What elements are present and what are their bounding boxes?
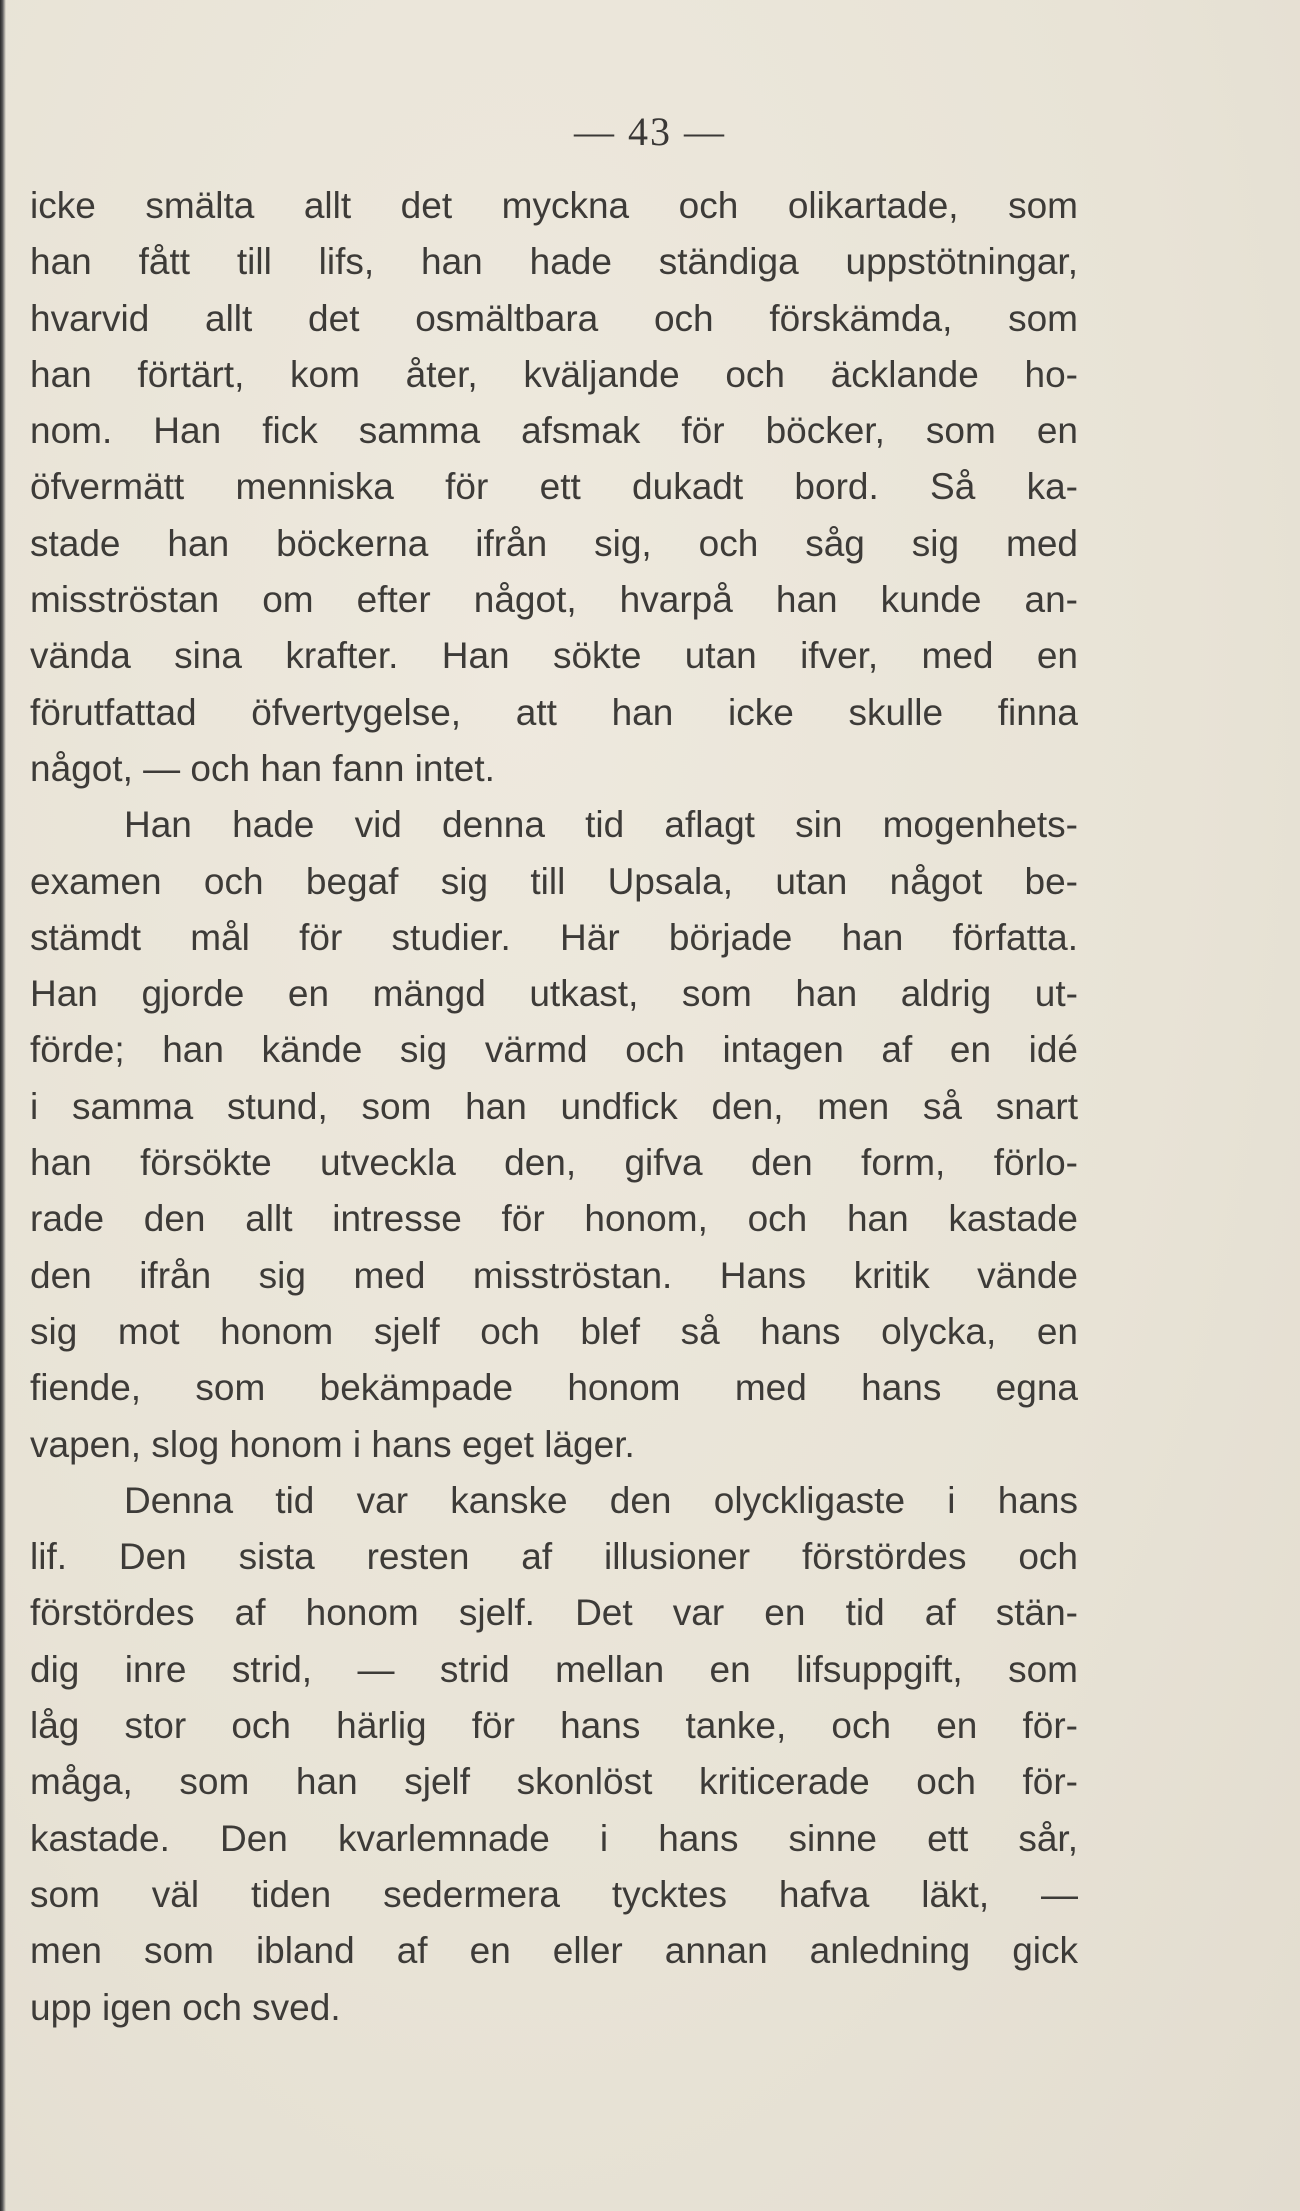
text-line: förde; han kände sig värmd och intagen af en idé bbox=[30, 1029, 1078, 1071]
text-line: Han gjorde en mängd utkast, som han aldrig ut- bbox=[30, 973, 1078, 1015]
text-line: han försökte utveckla den, gifva den form, förlo- bbox=[30, 1142, 1078, 1184]
text-line: hvarvid allt det osmältbara och förskämda, som bbox=[30, 297, 1078, 339]
text-line: Han hade vid denna tid aflagt sin mogenhets- bbox=[124, 804, 1078, 846]
text-line: sig mot honom sjelf och blef så hans olycka, en bbox=[30, 1310, 1078, 1352]
text-line: vapen, slog honom i hans eget läger. bbox=[30, 1423, 635, 1465]
text-line: kastade. Den kvarlemnade i hans sinne ett sår, bbox=[30, 1817, 1078, 1859]
text-line: stade han böckerna ifrån sig, och såg sig med bbox=[30, 522, 1078, 564]
text-line: den ifrån sig med misströstan. Hans kritik vände bbox=[30, 1254, 1078, 1296]
text-line: vända sina krafter. Han sökte utan ifver, med en bbox=[30, 635, 1078, 677]
text-line: förstördes af honom sjelf. Det var en tid af stän- bbox=[30, 1592, 1078, 1634]
text-line: förutfattad öfvertygelse, att han icke skulle finna bbox=[30, 691, 1078, 733]
text-line: som väl tiden sedermera tycktes hafva läkt, — bbox=[30, 1873, 1078, 1915]
text-line: upp igen och sved. bbox=[30, 1986, 341, 2028]
page-number: — 43 — bbox=[574, 109, 726, 154]
text-line: examen och begaf sig till Upsala, utan något be- bbox=[30, 860, 1078, 902]
text-line: misströstan om efter något, hvarpå han kunde an- bbox=[30, 579, 1078, 621]
paragraph bbox=[30, 1473, 1078, 2036]
text-line: han fått till lifs, han hade ständiga uppstötningar, bbox=[30, 241, 1078, 283]
text-line: öfvermätt menniska för ett dukadt bord. Så ka- bbox=[30, 466, 1078, 508]
text-line: dig inre strid, — strid mellan en lifsuppgift, som bbox=[30, 1648, 1078, 1690]
text-line: Denna tid var kanske den olyckligaste i hans bbox=[124, 1479, 1078, 1521]
text-line: fiende, som bekämpade honom med hans egna bbox=[30, 1367, 1078, 1409]
page-binding-edge bbox=[0, 0, 6, 2211]
text-line: lif. Den sista resten af illusioner förstördes och bbox=[30, 1536, 1078, 1578]
body-text bbox=[30, 178, 1078, 2036]
text-line: rade den allt intresse för honom, och han kastade bbox=[30, 1198, 1078, 1240]
text-line: låg stor och härlig för hans tanke, och en för- bbox=[30, 1705, 1078, 1747]
paragraph bbox=[30, 797, 1078, 1473]
text-line: stämdt mål för studier. Här började han författa. bbox=[30, 916, 1078, 958]
text-line: i samma stund, som han undfick den, men så snart bbox=[30, 1085, 1078, 1127]
text-line: måga, som han sjelf skonlöst kriticerade och för- bbox=[30, 1761, 1078, 1803]
text-line: nom. Han fick samma afsmak för böcker, som en bbox=[30, 410, 1078, 452]
text-line: något, — och han fann intet. bbox=[30, 747, 495, 789]
paragraph bbox=[30, 178, 1078, 797]
text-line: han förtärt, kom åter, kväljande och äcklande ho- bbox=[30, 353, 1078, 395]
text-line: men som ibland af en eller annan anledning gick bbox=[30, 1930, 1078, 1972]
text-line: icke smälta allt det myckna och olikartade, som bbox=[30, 185, 1078, 226]
